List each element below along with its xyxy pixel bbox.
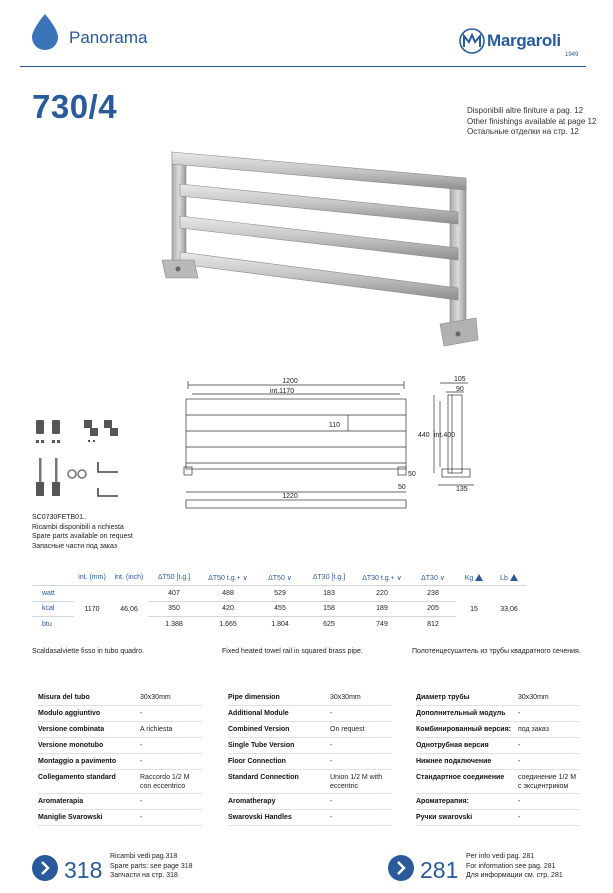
detail-row (416, 706, 580, 722)
detail-row (38, 706, 202, 722)
col-kg (456, 570, 492, 586)
footer-info-link[interactable] (388, 852, 588, 886)
finishes-en: Other finishings available at page 12 (467, 116, 597, 126)
cell-int-mm: 1170 (84, 605, 100, 613)
detail-value: A richiesta (140, 725, 173, 733)
col-int-mm: int. (mm) (78, 574, 106, 581)
detail-key: Стандартное соединение (416, 773, 505, 781)
footer-text (110, 852, 193, 881)
row-label: watt (42, 589, 55, 597)
dim-depth-foot: 135 (456, 486, 468, 493)
detail-value: - (330, 709, 333, 717)
detail-value: 30x30mm (140, 693, 171, 701)
cell: 812 (427, 621, 439, 628)
detail-row (228, 706, 392, 722)
detail-value: - (330, 741, 333, 749)
description-it: Scaldasalviette fisso in tubo quadro. (32, 648, 145, 655)
cell: 189 (376, 605, 388, 613)
cell: 1.388 (165, 621, 183, 628)
detail-key: Однотрубная версия (416, 741, 489, 749)
finishes-ru: Остальные отделки на стр. 12 (467, 127, 579, 136)
cell: 220 (376, 589, 388, 597)
detail-value: - (518, 813, 521, 821)
detail-value: Union 1/2 M with eccentric (330, 773, 383, 790)
arrow-right-icon (32, 855, 58, 881)
col-lb (492, 570, 526, 586)
detail-key: Maniglie Svarowski (38, 813, 103, 821)
details-en (228, 690, 392, 826)
detail-value: - (330, 757, 333, 765)
detail-row (38, 794, 202, 810)
detail-row (416, 794, 580, 810)
col-dt30-tgv: ΔT30 t.g.+ ∨ (362, 574, 402, 582)
detail-value: 30x30mm (330, 693, 361, 701)
dim-spacing: 110 (328, 422, 340, 429)
detail-key: Ручки swarovski (416, 813, 473, 821)
cell: 749 (376, 621, 388, 628)
detail-row (416, 810, 580, 826)
spec-header-row (32, 570, 526, 586)
detail-value: - (140, 813, 143, 821)
finishes-it: Disponibili altre finiture a pag. 12 (467, 106, 584, 115)
detail-key: Комбинированный версия: (416, 725, 512, 733)
detail-value: - (140, 757, 143, 765)
col-int-inch: int. (inch) (114, 574, 144, 581)
detail-value: - (140, 741, 143, 749)
detail-value: соединение 1/2 M с эксцентриком (518, 773, 577, 790)
model-number: 730/4 (32, 88, 118, 125)
spec-row-watt (32, 586, 526, 602)
detail-key: Versione combinata (38, 725, 105, 733)
detail-key: Versione monotubo (38, 741, 104, 749)
detail-key: Montaggio a pavimento (38, 757, 117, 765)
detail-key: Pipe dimension (228, 693, 280, 701)
spare-parts-caption (32, 513, 133, 551)
detail-row (38, 690, 202, 706)
detail-value: - (330, 813, 333, 821)
detail-key: Aromatherapy (228, 797, 276, 805)
cell: 350 (168, 605, 180, 613)
brand-logo (459, 28, 585, 64)
spare-parts-ru: Запасные части под заказ (32, 542, 118, 550)
footer-line-it: Ricambi vedi pag.318 (110, 853, 178, 860)
brand-year: 1949 (565, 52, 579, 58)
col-lb-label: Lb (500, 574, 508, 582)
dim-height: 440 (418, 432, 430, 439)
page-reference: 318 (64, 857, 103, 883)
detail-value: 30x30mm (518, 693, 549, 701)
detail-value: под заказ (518, 725, 549, 733)
cell: 1.804 (271, 621, 289, 628)
detail-key: Aromaterapia (38, 797, 84, 805)
detail-row (228, 738, 392, 754)
detail-key: Ароматерапия: (416, 797, 469, 805)
detail-row (38, 754, 202, 770)
brand-mark-icon (459, 28, 485, 54)
col-dt30-v: ΔT30 ∨ (421, 574, 445, 582)
detail-key: Additional Module (228, 709, 289, 717)
detail-row (38, 722, 202, 738)
detail-row (38, 810, 202, 826)
detail-key: Combined Version (228, 725, 290, 733)
header-divider (20, 66, 586, 67)
detail-value: - (518, 797, 521, 805)
cell: 625 (323, 621, 335, 628)
detail-key: Standard Connection (228, 773, 299, 781)
brand-name: Margaroli (487, 31, 561, 50)
footer-line-en: For information see pag. 281 (466, 862, 556, 870)
cell: 420 (222, 605, 234, 613)
dim-width-int: int.1170 (269, 388, 295, 395)
spare-parts-it: Ricambi disponibili a richiesta (32, 523, 124, 531)
detail-value: - (140, 797, 143, 805)
detail-value: On request (330, 725, 365, 733)
spare-parts-image (30, 410, 130, 510)
col-dt50-tg: ΔT50 [t.g.] (157, 574, 191, 581)
row-label: btu (42, 621, 52, 628)
detail-row (416, 738, 580, 754)
details-it (38, 690, 202, 826)
dim-bottom-width: 1220 (282, 493, 298, 500)
cell: 205 (427, 605, 439, 613)
detail-row (228, 794, 392, 810)
row-label: kcal (42, 605, 55, 613)
detail-row (228, 770, 392, 794)
technical-drawing-side (412, 375, 484, 495)
footer-line-ru: Для информации см. стр. 281 (466, 872, 563, 879)
detail-row (38, 738, 202, 754)
detail-value: - (140, 709, 143, 717)
cell: 488 (222, 589, 234, 597)
detail-key: Modulo aggiuntivo (38, 709, 101, 717)
detail-key: Single Tube Version (228, 741, 295, 749)
cell: 158 (323, 605, 335, 613)
footer-text (466, 852, 563, 881)
detail-row (416, 770, 580, 794)
detail-row (38, 770, 202, 794)
detail-value: - (330, 797, 333, 805)
detail-row (228, 690, 392, 706)
dim-foot-right: 50 (408, 471, 416, 478)
page-reference: 281 (420, 857, 459, 883)
detail-row (228, 754, 392, 770)
detail-row (416, 722, 580, 738)
detail-value: Raccordo 1/2 M con eccentrico (140, 773, 190, 790)
detail-key: Дополнительный модуль (416, 709, 506, 717)
detail-key: Swarovski Handles (228, 813, 292, 821)
detail-row (416, 690, 580, 706)
water-drop-icon (32, 14, 58, 50)
cell: 183 (323, 589, 335, 597)
detail-key: Misura del tubo (38, 693, 90, 701)
cell: 407 (168, 589, 180, 597)
spare-parts-en: Spare parts available on request (32, 533, 133, 540)
footer-line-it: Per info vedi pag. 281 (466, 853, 535, 860)
col-dt50-v: ΔT50 ∨ (268, 574, 292, 582)
dim-depth-top: 105 (454, 376, 466, 383)
weight-triangle-icon (510, 574, 518, 581)
spec-table (32, 570, 526, 632)
dim-depth-inner: 90 (456, 386, 464, 393)
col-dt30-tg: ΔT30 [t.g.] (312, 574, 346, 581)
detail-value: - (518, 741, 521, 749)
cell-kg: 15 (470, 605, 478, 613)
footer-line-ru: Запчасти на стр. 318 (110, 872, 178, 879)
weight-triangle-icon (475, 574, 483, 581)
cell: 455 (274, 605, 286, 613)
detail-value: - (518, 757, 521, 765)
details-ru (416, 690, 580, 826)
detail-value: - (518, 709, 521, 717)
dim-foot-bottom: 50 (398, 484, 406, 491)
cell: 1.665 (219, 621, 237, 628)
product-photo (158, 148, 488, 358)
page-header (0, 0, 613, 68)
dim-height-int: int.400 (434, 432, 456, 439)
detail-key: Нижнее подключение (416, 757, 492, 765)
cell: 529 (274, 589, 286, 597)
finishes-note (467, 106, 596, 138)
description-ru: Полотенцесушитель из трубы квадратного сечения. (412, 648, 581, 655)
footer-spare-parts-link[interactable] (32, 852, 192, 886)
detail-key: Диаметр трубы (416, 693, 470, 701)
detail-row (228, 810, 392, 826)
series-title: Panorama (69, 28, 148, 47)
dim-width-total: 1200 (282, 378, 298, 385)
spare-parts-code: SC0730FETB01.. (32, 514, 87, 521)
cell-int-inch: 46,06 (120, 605, 138, 613)
description-en: Fixed heated towel rail in squared brass pipe. (222, 648, 363, 655)
detail-row (228, 722, 392, 738)
col-dt50-tgv: ΔT50 t.g.+ ∨ (208, 574, 248, 582)
detail-key: Collegamento standard (38, 773, 116, 781)
footer-line-en: Spare parts: see page 318 (110, 862, 193, 870)
detail-key: Floor Connection (228, 757, 286, 765)
arrow-right-icon (388, 855, 414, 881)
detail-row (416, 754, 580, 770)
col-kg-label: Kg (464, 574, 474, 582)
cell: 238 (427, 589, 439, 597)
cell-lb: 33,06 (500, 605, 518, 613)
